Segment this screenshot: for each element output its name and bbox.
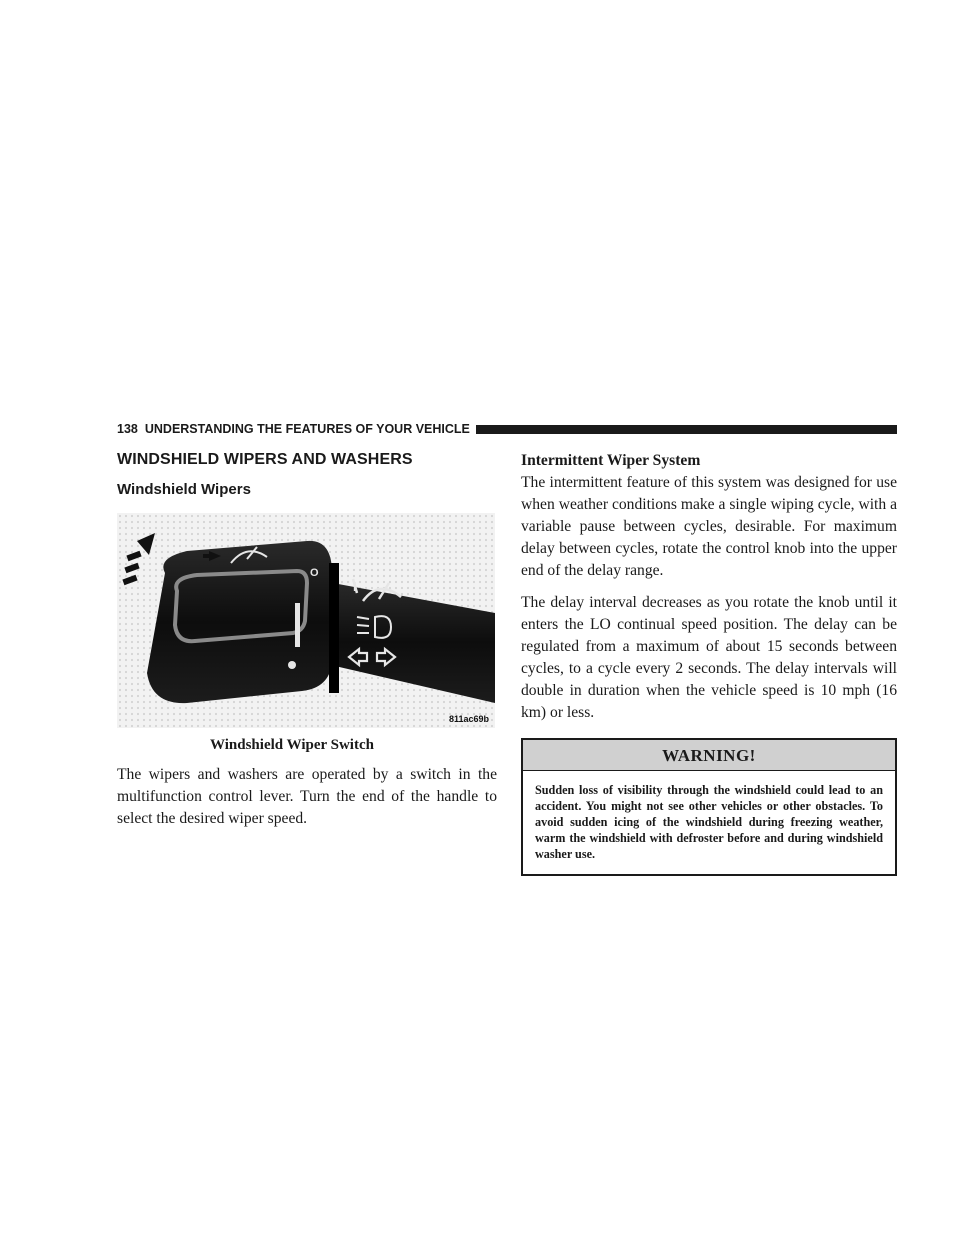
figure-caption: Windshield Wiper Switch [210,737,374,753]
page-header [117,421,897,437]
lever-mark-off: O [310,567,319,579]
warning-title: WARNING! [523,740,895,771]
wipers-paragraph: The wipers and washers are operated by a switch in the multifunction control lever. Turn the end of the handle to select the desired wiper speed. [117,766,497,827]
chapter-title: UNDERSTANDING THE FEATURES OF YOUR VEHICLE [144,422,470,436]
lever-mark-on: I [353,579,357,594]
warning-box [521,738,897,876]
lever-speed-bar [295,603,300,647]
right-column [521,450,897,876]
section-title: WINDSHIELD WIPERS AND WASHERS [117,451,413,468]
wiper-switch-illustration [117,513,495,728]
left-column [117,450,497,830]
page-number: 138 [117,422,138,436]
subsection-title: Windshield Wipers [117,481,251,498]
figure-code: 811ac69b [448,714,489,724]
intermittent-paragraph-2: The delay interval decreases as you rotate the knob until it enters the LO continual speed position. The delay can be regulated from a maximum of about 15 seconds between cycles, to a cycle every 2 seconds. The delay intervals will double in duration when the vehicle speed is 10 mph (16 km) or less. [521,594,897,721]
lever-ring [329,563,339,693]
header-rule [476,425,897,434]
intermittent-paragraph-1: The intermittent feature of this system was designed for use when weather conditions make a single wiping cycle, with a variable pause between cycles, desirable. For maximum delay between cycles, rotate the control knob into the upper end of the delay range. [521,474,897,579]
wiper-switch-figure [117,513,495,728]
intermittent-subheading: Intermittent Wiper System [521,452,701,469]
warning-text: Sudden loss of visibility through the windshield could lead to an accident. You might not see other vehicles or other obstacles. To avoid sudden icing of the windshield during freezing weather, warm the windshield with defroster before and during windshield washer use. [535,783,883,861]
lever-dot-mark [288,661,296,669]
